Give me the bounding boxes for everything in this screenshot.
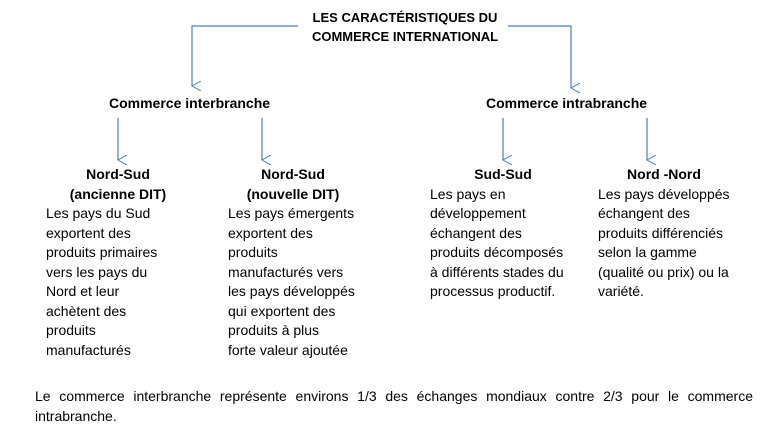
description-line: produits décomposés (430, 244, 564, 260)
category-title (228, 165, 358, 204)
description-line: Les pays en (430, 185, 506, 202)
description-line: produits différenciés (598, 224, 724, 241)
category-title (430, 165, 576, 185)
description-line: développement (430, 205, 526, 221)
description-line: achètent des (46, 302, 127, 319)
description-line: forte valeur ajoutée (228, 341, 348, 358)
diagram-title-line-1: LES CARACTÉRISTIQUES DU (312, 10, 498, 25)
diagram-title (270, 8, 540, 46)
category-title-line: Nord -Nord (627, 166, 701, 182)
description-line: échangent des (598, 205, 690, 221)
description-line: selon la gamme (598, 244, 697, 260)
category-description (46, 204, 196, 360)
category-nord-sud-nouvelle (228, 165, 388, 360)
category-description (430, 185, 590, 302)
category-title-line: Nord-Sud (86, 166, 150, 182)
description-line: les pays développés (228, 283, 355, 299)
category-title (614, 165, 714, 185)
description-line: qui exportent des (228, 302, 336, 319)
description-line: Les pays du Sud (46, 205, 151, 221)
description-line: variété. (598, 283, 644, 299)
branch-interbranche: Commerce interbranche (109, 95, 271, 111)
category-title-line: Sud-Sud (474, 166, 532, 182)
description-line: produits (228, 244, 278, 260)
description-line: produits à plus (228, 322, 320, 338)
description-line: produits primaires (46, 244, 158, 260)
category-description (228, 204, 388, 360)
description-line: Les pays émergents (228, 205, 355, 221)
category-title-line: (ancienne DIT) (69, 185, 167, 202)
description-line: à différents stades du (430, 263, 564, 280)
category-nord-nord (598, 165, 763, 302)
category-nord-sud-ancienne (46, 165, 196, 360)
diagram-title-line-2: COMMERCE INTERNATIONAL (311, 29, 499, 44)
description-line: exportent des (228, 224, 313, 241)
description-line: manufacturés vers (228, 263, 344, 280)
description-line: Les pays développés (598, 185, 730, 202)
category-sud-sud (430, 165, 590, 302)
description-line: produits (46, 322, 96, 338)
footer-note: Le commerce interbranche représente environs 1/3 des échanges mondiaux contre 2/3 pour le commerce intrabranche. (35, 388, 753, 424)
description-line: (qualité ou prix) ou la (598, 263, 729, 280)
branch-intrabranche: Commerce intrabranche (486, 95, 648, 111)
description-line: vers les pays du (46, 263, 148, 280)
category-title (46, 165, 190, 204)
description-line: processus productif. (430, 283, 556, 299)
category-title-line: Nord-Sud (261, 166, 325, 182)
description-line: exportent des (46, 224, 131, 241)
description-line: manufacturés (46, 341, 131, 358)
description-line: échangent des (430, 224, 522, 241)
category-description (598, 185, 763, 302)
category-title-line: (nouvelle DIT) (246, 185, 340, 202)
description-line: Nord et leur (46, 283, 120, 299)
